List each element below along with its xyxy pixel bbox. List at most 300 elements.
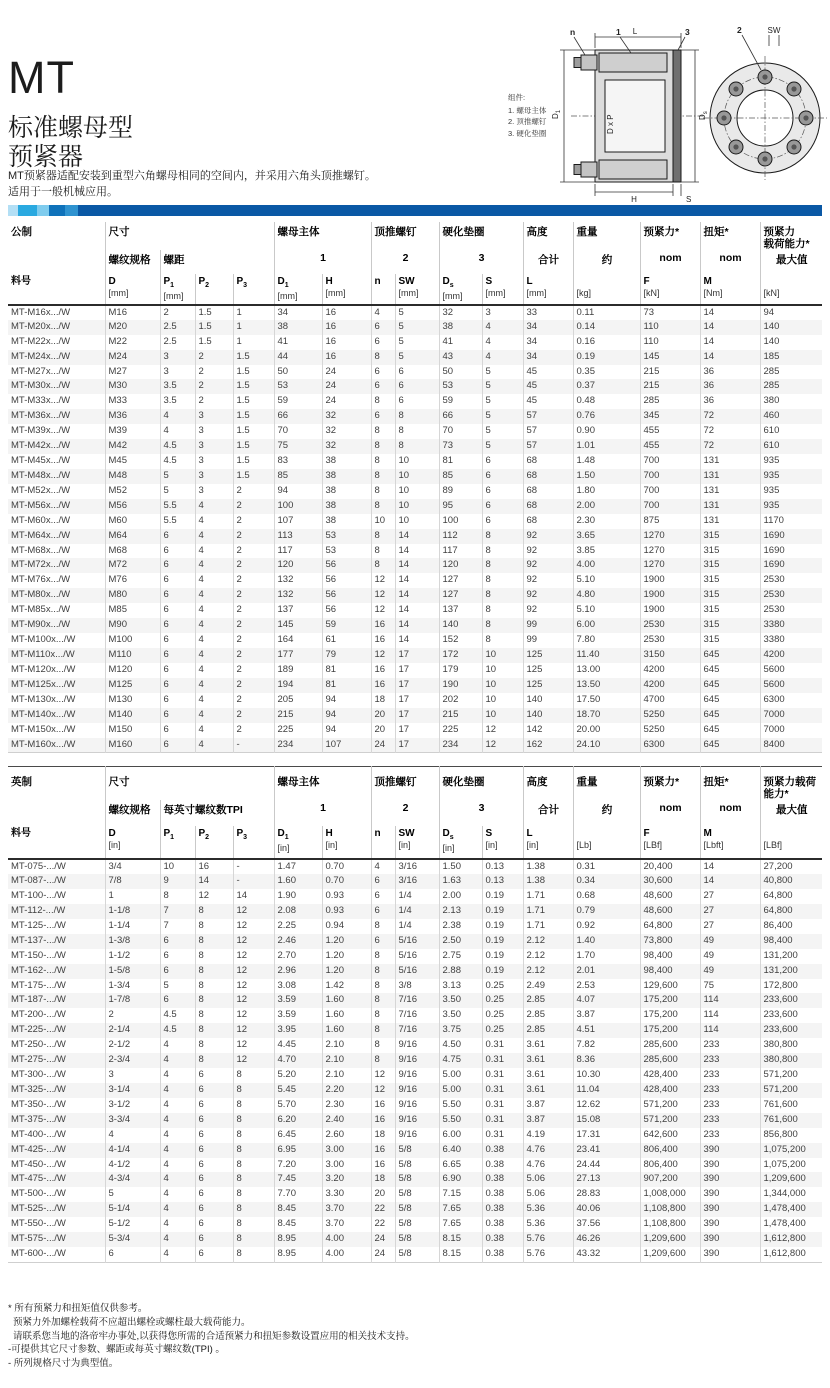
table-cell: 225 bbox=[274, 723, 322, 738]
table-cell: 6 bbox=[195, 1158, 233, 1173]
table-cell: M110 bbox=[105, 648, 160, 663]
table-cell: 6 bbox=[482, 484, 523, 499]
table-cell: 10 bbox=[482, 708, 523, 723]
table-cell: 6 bbox=[160, 993, 195, 1008]
table-cell: 4-1/4 bbox=[105, 1143, 160, 1158]
table-cell: 3.5 bbox=[160, 394, 195, 409]
group-height: 高度 bbox=[523, 222, 573, 250]
group-nut-body: 螺母主体 bbox=[274, 767, 371, 801]
table-cell: 4 bbox=[160, 1098, 195, 1113]
table-cell: 5/8 bbox=[395, 1143, 439, 1158]
table-cell: M45 bbox=[105, 454, 160, 469]
table-subgroup-header-row bbox=[8, 250, 822, 274]
table-cell: 7 bbox=[160, 904, 195, 919]
table-cell: 5600 bbox=[760, 663, 822, 678]
table-cell: 7.20 bbox=[274, 1158, 322, 1173]
table-cell: 131 bbox=[700, 499, 760, 514]
table-cell: 12 bbox=[371, 1068, 395, 1083]
table-cell: 6 bbox=[482, 469, 523, 484]
table-cell: 5 bbox=[482, 394, 523, 409]
table-cell: 8 bbox=[233, 1247, 274, 1262]
table-cell: 125 bbox=[523, 663, 573, 678]
table-cell: 8 bbox=[195, 904, 233, 919]
footnote-line: * 所有预紧力和扭矩值仅供参考。 bbox=[8, 1303, 148, 1314]
table-cell: 345 bbox=[640, 409, 700, 424]
table-cell: 1 bbox=[105, 889, 160, 904]
group-size: 尺寸 bbox=[105, 222, 274, 250]
table-cell: 0.16 bbox=[573, 335, 640, 350]
table-cell: 4 bbox=[160, 1113, 195, 1128]
table-cell: 28.83 bbox=[573, 1187, 640, 1202]
table-cell: 85 bbox=[439, 469, 482, 484]
table-cell: 14 bbox=[700, 859, 760, 874]
table-cell: 175,200 bbox=[640, 1023, 700, 1038]
table-cell: 5250 bbox=[640, 723, 700, 738]
table-cell: 4 bbox=[195, 648, 233, 663]
table-cell: 6 bbox=[395, 365, 439, 380]
table-row bbox=[8, 424, 822, 439]
table-cell: 1.50 bbox=[439, 859, 482, 874]
table-cell: 12 bbox=[195, 889, 233, 904]
table-cell: MT-M90x.../W bbox=[11, 619, 71, 631]
table-row bbox=[8, 529, 822, 544]
table-cell: M90 bbox=[105, 618, 160, 633]
table-cell: 16 bbox=[371, 633, 395, 648]
group-capacity: 预紧力 载荷能力* bbox=[760, 222, 822, 250]
table-cell: 3 bbox=[482, 305, 523, 320]
table-cell: 8 bbox=[371, 1008, 395, 1023]
table-cell: 390 bbox=[700, 1172, 760, 1187]
table-cell: 428,400 bbox=[640, 1083, 700, 1098]
column-header: $D_s$ [in] bbox=[439, 826, 482, 859]
table-row bbox=[8, 1172, 822, 1187]
table-cell: 6 bbox=[395, 379, 439, 394]
table-cell: 5.76 bbox=[523, 1232, 573, 1247]
table-cell: 6.00 bbox=[573, 618, 640, 633]
table-cell: 6 bbox=[195, 1247, 233, 1262]
table-cell: 132 bbox=[274, 573, 322, 588]
column-header: [kg] bbox=[573, 274, 640, 305]
table-cell: 9/16 bbox=[395, 1068, 439, 1083]
table-cell: 64,800 bbox=[760, 904, 822, 919]
table-cell: 6 bbox=[160, 648, 195, 663]
table-cell: M27 bbox=[105, 365, 160, 380]
table-cell: 2530 bbox=[760, 588, 822, 603]
table-cell: 1/4 bbox=[395, 889, 439, 904]
table-cell: 8 bbox=[195, 979, 233, 994]
table-cell: MT-M45x.../W bbox=[11, 455, 71, 467]
table-cell: 56 bbox=[322, 573, 371, 588]
table-cell: 8 bbox=[371, 949, 395, 964]
table-cell: 12.62 bbox=[573, 1098, 640, 1113]
table-cell: 3.65 bbox=[573, 529, 640, 544]
table-cell: 132 bbox=[274, 588, 322, 603]
table-cell: 8 bbox=[195, 1008, 233, 1023]
table-cell: 1/4 bbox=[395, 904, 439, 919]
table-cell: 5/16 bbox=[395, 949, 439, 964]
table-cell: 4 bbox=[195, 603, 233, 618]
table-cell: 17 bbox=[395, 738, 439, 753]
table-cell: 3 bbox=[195, 424, 233, 439]
table-cell: 3.61 bbox=[523, 1083, 573, 1098]
table-cell: 14 bbox=[700, 335, 760, 350]
table-cell: 380,800 bbox=[760, 1053, 822, 1068]
table-cell: 9/16 bbox=[395, 1113, 439, 1128]
table-cell: 315 bbox=[700, 633, 760, 648]
table-cell: 8 bbox=[482, 544, 523, 559]
table-cell: MT-M42x.../W bbox=[11, 440, 71, 452]
table-cell: 2.38 bbox=[439, 919, 482, 934]
table-cell: 0.35 bbox=[573, 365, 640, 380]
table-cell: 6.90 bbox=[439, 1172, 482, 1187]
table-cell: 49 bbox=[700, 964, 760, 979]
table-cell: 8 bbox=[233, 1232, 274, 1247]
table-cell: 34 bbox=[523, 320, 573, 335]
table-cell: 145 bbox=[274, 618, 322, 633]
table-cell: 8 bbox=[482, 529, 523, 544]
table-cell: 12 bbox=[233, 949, 274, 964]
table-cell: 2 bbox=[233, 603, 274, 618]
table-cell: 1.5 bbox=[233, 379, 274, 394]
table-cell: 14 bbox=[700, 305, 760, 320]
table-cell: 6 bbox=[371, 889, 395, 904]
table-cell: 0.93 bbox=[322, 889, 371, 904]
table-cell: 1-3/4 bbox=[105, 979, 160, 994]
table-cell: 5.36 bbox=[523, 1217, 573, 1232]
table-cell: 571,200 bbox=[640, 1113, 700, 1128]
table-row bbox=[8, 904, 822, 919]
table-cell: 1.80 bbox=[573, 484, 640, 499]
table-cell: 112 bbox=[439, 529, 482, 544]
table-cell: M52 bbox=[105, 484, 160, 499]
table-cell: 1.40 bbox=[573, 934, 640, 949]
table-cell: 114 bbox=[700, 993, 760, 1008]
table-group-header-row bbox=[8, 767, 822, 801]
table-cell: 79 bbox=[322, 648, 371, 663]
table-cell: 34 bbox=[523, 350, 573, 365]
sub-nom-f: nom bbox=[640, 250, 700, 274]
table-cell: 4 bbox=[195, 529, 233, 544]
table-cell: 4 bbox=[160, 1083, 195, 1098]
table-cell: 57 bbox=[523, 409, 573, 424]
table-cell: 48,600 bbox=[640, 889, 700, 904]
table-cell: MT-137-.../W bbox=[11, 934, 66, 946]
column-header: L [mm] bbox=[523, 274, 573, 305]
table-cell: 8.15 bbox=[439, 1247, 482, 1262]
table-cell: 190 bbox=[439, 678, 482, 693]
table-cell: 8 bbox=[371, 394, 395, 409]
table-cell: 16 bbox=[371, 618, 395, 633]
table-cell: 8 bbox=[233, 1187, 274, 1202]
table-cell: 17 bbox=[395, 678, 439, 693]
table-cell: 92 bbox=[523, 544, 573, 559]
table-cell: 1.90 bbox=[274, 889, 322, 904]
table-cell: 113 bbox=[274, 529, 322, 544]
table-cell: 1,209,600 bbox=[640, 1232, 700, 1247]
table-cell: M68 bbox=[105, 544, 160, 559]
table-cell: 73,800 bbox=[640, 934, 700, 949]
table-cell: 4 bbox=[160, 409, 195, 424]
table-row bbox=[8, 499, 822, 514]
table-cell: 8 bbox=[195, 964, 233, 979]
table-cell: 107 bbox=[274, 514, 322, 529]
table-cell: 2.12 bbox=[523, 964, 573, 979]
table-cell: 41 bbox=[439, 335, 482, 350]
table-cell: 0.38 bbox=[482, 1143, 523, 1158]
table-cell: 140 bbox=[523, 693, 573, 708]
table-row bbox=[8, 1232, 822, 1247]
table-cell: 0.37 bbox=[573, 379, 640, 394]
unit-system-label: 公制 bbox=[11, 226, 32, 238]
front-view bbox=[703, 25, 827, 180]
table-cell: 645 bbox=[700, 708, 760, 723]
table-cell: 7/16 bbox=[395, 993, 439, 1008]
table-cell: 4.5 bbox=[160, 454, 195, 469]
table-cell: 8 bbox=[482, 633, 523, 648]
table-cell: MT-187-.../W bbox=[11, 994, 66, 1006]
table-cell: 8 bbox=[371, 439, 395, 454]
table-cell: 16 bbox=[371, 1098, 395, 1113]
table-cell: 45 bbox=[523, 394, 573, 409]
sub-component-1: 1 bbox=[274, 250, 371, 274]
table-cell: 73 bbox=[640, 305, 700, 320]
table-cell: M130 bbox=[105, 693, 160, 708]
table-cell: 12 bbox=[233, 919, 274, 934]
table-row bbox=[8, 1038, 822, 1053]
table-cell: 32 bbox=[322, 439, 371, 454]
bar-segment bbox=[37, 205, 49, 216]
table-cell: 234 bbox=[274, 738, 322, 753]
table-cell: 64,800 bbox=[760, 889, 822, 904]
table-cell: 5.50 bbox=[439, 1098, 482, 1113]
table-cell: 3.70 bbox=[322, 1217, 371, 1232]
table-cell: M120 bbox=[105, 663, 160, 678]
table-cell: 3/4 bbox=[105, 859, 160, 874]
table-cell: 14 bbox=[395, 558, 439, 573]
table-cell: 1.71 bbox=[523, 919, 573, 934]
table-cell: 4 bbox=[195, 663, 233, 678]
column-header: D [in] bbox=[105, 826, 160, 859]
table-cell: 645 bbox=[700, 648, 760, 663]
table-cell: 700 bbox=[640, 454, 700, 469]
column-header: H [mm] bbox=[322, 274, 371, 305]
table-cell: 4.07 bbox=[573, 993, 640, 1008]
table-cell: 5.36 bbox=[523, 1202, 573, 1217]
table-cell: M33 bbox=[105, 394, 160, 409]
sub-nom-f: nom bbox=[640, 800, 700, 826]
table-cell: 131 bbox=[700, 469, 760, 484]
table-cell: 4 bbox=[195, 708, 233, 723]
table-cell: 50 bbox=[439, 365, 482, 380]
table-cell: 164 bbox=[274, 633, 322, 648]
table-cell: M100 bbox=[105, 633, 160, 648]
table-cell: 4.75 bbox=[439, 1053, 482, 1068]
table-cell: 6 bbox=[482, 454, 523, 469]
table-cell: 17.50 bbox=[573, 693, 640, 708]
table-cell: 38 bbox=[322, 484, 371, 499]
table-cell: 285,600 bbox=[640, 1053, 700, 1068]
dim-label-SW: SW bbox=[767, 26, 781, 35]
table-cell: 5 bbox=[482, 439, 523, 454]
table-cell: 0.14 bbox=[573, 320, 640, 335]
table-cell: 6 bbox=[105, 1247, 160, 1262]
table-cell: 1-5/8 bbox=[105, 964, 160, 979]
table-cell: 68 bbox=[523, 469, 573, 484]
sub-max: 最大值 bbox=[760, 800, 822, 826]
table-cell: 2 bbox=[233, 484, 274, 499]
table-cell: 10 bbox=[395, 484, 439, 499]
table-cell: 1 bbox=[233, 320, 274, 335]
table-cell: 0.70 bbox=[322, 874, 371, 889]
table-cell: 4700 bbox=[640, 693, 700, 708]
page-title: MT bbox=[8, 52, 75, 103]
table-cell: - bbox=[233, 874, 274, 889]
table-cell: M160 bbox=[105, 738, 160, 753]
table-cell: 8 bbox=[482, 603, 523, 618]
table-cell: 6 bbox=[195, 1083, 233, 1098]
table-cell: 5250 bbox=[640, 708, 700, 723]
table-cell: 10 bbox=[482, 678, 523, 693]
table-cell: 0.19 bbox=[482, 934, 523, 949]
table-cell: 10 bbox=[395, 454, 439, 469]
table-cell: 700 bbox=[640, 484, 700, 499]
table-cell: 5 bbox=[395, 335, 439, 350]
table-cell: 36 bbox=[700, 365, 760, 380]
table-cell: 4.76 bbox=[523, 1158, 573, 1173]
table-cell: 610 bbox=[760, 439, 822, 454]
table-cell: 4 bbox=[160, 1038, 195, 1053]
table-cell: 64,800 bbox=[640, 919, 700, 934]
table-cell: 2 bbox=[233, 648, 274, 663]
table-row bbox=[8, 708, 822, 723]
sub-tpi: 每英寸螺纹数TPI bbox=[160, 800, 274, 826]
table-cell: MT-075-.../W bbox=[11, 861, 66, 873]
table-cell: 571,200 bbox=[760, 1083, 822, 1098]
table-cell: 285,600 bbox=[640, 1038, 700, 1053]
table-cell: 315 bbox=[700, 603, 760, 618]
table-cell: 4.19 bbox=[523, 1128, 573, 1143]
table-cell: 3.87 bbox=[523, 1113, 573, 1128]
table-cell: 1.5 bbox=[233, 365, 274, 380]
sub-max: 最大值 bbox=[760, 250, 822, 274]
table-cell: 6 bbox=[160, 618, 195, 633]
table-cell: 6 bbox=[482, 499, 523, 514]
table-cell: 8 bbox=[371, 558, 395, 573]
table-cell: 3 bbox=[195, 469, 233, 484]
table-cell: 1.60 bbox=[322, 1023, 371, 1038]
table-row bbox=[8, 633, 822, 648]
table-cell: 0.94 bbox=[322, 919, 371, 934]
table-cell: 4.50 bbox=[439, 1038, 482, 1053]
table-cell: 1.5 bbox=[195, 335, 233, 350]
table-cell: MT-575-.../W bbox=[11, 1233, 66, 1245]
table-cell: 390 bbox=[700, 1232, 760, 1247]
component-item: 3. 硬化垫圈 bbox=[508, 128, 547, 138]
table-cell: 1.20 bbox=[322, 964, 371, 979]
table-cell: 1.5 bbox=[195, 320, 233, 335]
table-cell: 806,400 bbox=[640, 1158, 700, 1173]
table-cell: 5.00 bbox=[439, 1068, 482, 1083]
table-cell: 645 bbox=[700, 678, 760, 693]
table-cell: M39 bbox=[105, 424, 160, 439]
table-cell: 6 bbox=[160, 964, 195, 979]
table-cell: MT-425-.../W bbox=[11, 1143, 66, 1155]
table-cell: 4 bbox=[160, 1053, 195, 1068]
table-cell: 0.31 bbox=[482, 1068, 523, 1083]
table-cell: 40.06 bbox=[573, 1202, 640, 1217]
table-cell: 14 bbox=[195, 874, 233, 889]
table-cell: 2530 bbox=[760, 603, 822, 618]
table-cell: 0.25 bbox=[482, 1008, 523, 1023]
table-cell: 3.5 bbox=[160, 379, 195, 394]
table-cell: 1,344,000 bbox=[760, 1187, 822, 1202]
table-cell: 14 bbox=[700, 350, 760, 365]
table-cell: 4 bbox=[195, 678, 233, 693]
table-cell: 4 bbox=[160, 1202, 195, 1217]
table-cell: 1 bbox=[233, 305, 274, 320]
table-cell: 81 bbox=[322, 663, 371, 678]
table-cell: 5.45 bbox=[274, 1083, 322, 1098]
table-row bbox=[8, 964, 822, 979]
table-cell: 6 bbox=[371, 409, 395, 424]
table-cell: 131,200 bbox=[760, 964, 822, 979]
table-row bbox=[8, 949, 822, 964]
bar-main bbox=[78, 205, 822, 216]
table-cell: 4 bbox=[195, 693, 233, 708]
table-cell: 17.31 bbox=[573, 1128, 640, 1143]
table-row bbox=[8, 889, 822, 904]
table-cell: 16 bbox=[322, 350, 371, 365]
table-cell: 6 bbox=[371, 335, 395, 350]
table-cell: 571,200 bbox=[640, 1098, 700, 1113]
table-cell: 3.61 bbox=[523, 1053, 573, 1068]
table-cell: 0.31 bbox=[573, 859, 640, 874]
table-cell: 8 bbox=[195, 1053, 233, 1068]
table-cell: 1.5 bbox=[233, 350, 274, 365]
group-hardened-washer: 硬化垫圈 bbox=[439, 767, 523, 801]
table-cell: 3 bbox=[160, 365, 195, 380]
table-cell: 4.80 bbox=[573, 588, 640, 603]
group-preload: 预紧力* bbox=[640, 222, 700, 250]
table-cell: 5 bbox=[482, 424, 523, 439]
table-cell: 57 bbox=[523, 424, 573, 439]
table-cell: 4 bbox=[195, 499, 233, 514]
table-cell: 92 bbox=[523, 558, 573, 573]
table-cell: 12 bbox=[233, 1053, 274, 1068]
table-cell: 0.92 bbox=[573, 919, 640, 934]
table-cell: 131 bbox=[700, 514, 760, 529]
table-row bbox=[8, 1113, 822, 1128]
table-cell: 3 bbox=[195, 439, 233, 454]
table-cell: 0.19 bbox=[482, 949, 523, 964]
table-cell: 15.08 bbox=[573, 1113, 640, 1128]
table-cell: 8 bbox=[395, 424, 439, 439]
table-cell: 8 bbox=[482, 573, 523, 588]
table-cell: 4 bbox=[195, 573, 233, 588]
table-cell: 49 bbox=[700, 934, 760, 949]
table-cell: 98,400 bbox=[640, 949, 700, 964]
table-cell: 3.08 bbox=[274, 979, 322, 994]
table-cell: 4 bbox=[195, 618, 233, 633]
table-cell: 0.38 bbox=[482, 1232, 523, 1247]
table-cell: 17 bbox=[395, 648, 439, 663]
table-cell: 1-1/8 bbox=[105, 904, 160, 919]
table-cell: 8 bbox=[371, 529, 395, 544]
column-header: L [in] bbox=[523, 826, 573, 859]
table-cell: 5.10 bbox=[573, 573, 640, 588]
table-row bbox=[8, 1053, 822, 1068]
table-cell: 390 bbox=[700, 1202, 760, 1217]
